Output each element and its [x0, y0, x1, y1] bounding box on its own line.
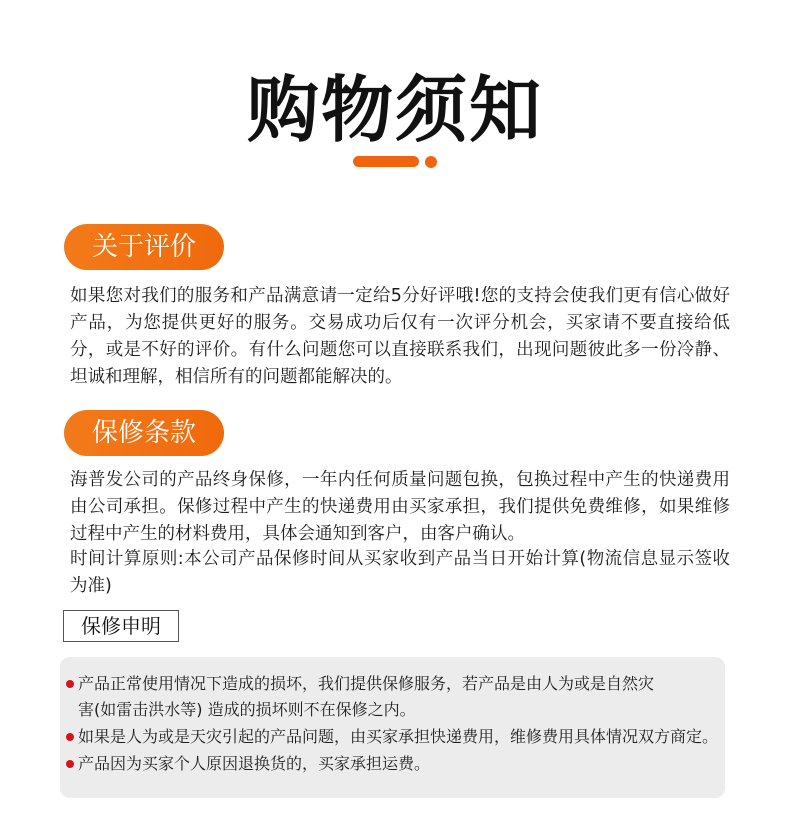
- review-paragraph: 如果您对我们的服务和产品满意请一定给5分好评哦!您的支持会使我们更有信心做好产品，为您提供更好的服务。交易成功后仅有一次评分机会，买家请不要直接给低分，或是不好的评价。有什么问题您可以直接联系我们，出现问题彼此多一份冷静、坦诚和理解，相信所有的问题都能解决的。: [70, 286, 730, 387]
- list-item-text: 如果是人为或是天灾引起的产品问题，由买家承担快递费用，维修费用具体情况双方商定。: [78, 727, 719, 746]
- list-item: [66, 724, 719, 750]
- title-underline-bar: [353, 156, 419, 167]
- bullet-dot-icon: [66, 760, 74, 768]
- warranty-paragraph: 海普发公司的产品终身保修，一年内任何质量问题包换，包换过程中产生的快递费用由公司承担。保修过程中产生的快递费用由买家承担，我们提供免费维修，如果维修过程中产生的材料费用，具体会通知到客户，由客户确认。: [70, 470, 730, 544]
- section-heading-warranty: 保修条款: [64, 410, 224, 456]
- list-item: [66, 671, 716, 723]
- warranty-statement-list: [66, 671, 719, 778]
- list-item: [66, 751, 716, 777]
- section-heading-statement: 保修申明: [63, 610, 179, 642]
- bullet-dot-icon: [66, 733, 74, 741]
- list-item-text: 产品正常使用情况下造成的损坏，我们提供保修服务，若产品是由人为或是自然灾害(如雷击洪水等) 造成的损坏则不在保修之内。: [78, 674, 655, 719]
- list-item-text: 产品因为买家个人原因退换货的，买家承担运费。: [78, 754, 431, 773]
- page-title: 购物须知: [246, 68, 543, 152]
- title-underline-dot: [425, 156, 437, 168]
- bullet-dot-icon: [66, 680, 74, 688]
- warranty-time-rule: 时间计算原则:本公司产品保修时间从买家收到产品当日开始计算(物流信息显示签收为准): [70, 549, 730, 596]
- warranty-statement-box: [60, 657, 725, 798]
- section-heading-review: 关于评价: [64, 224, 224, 270]
